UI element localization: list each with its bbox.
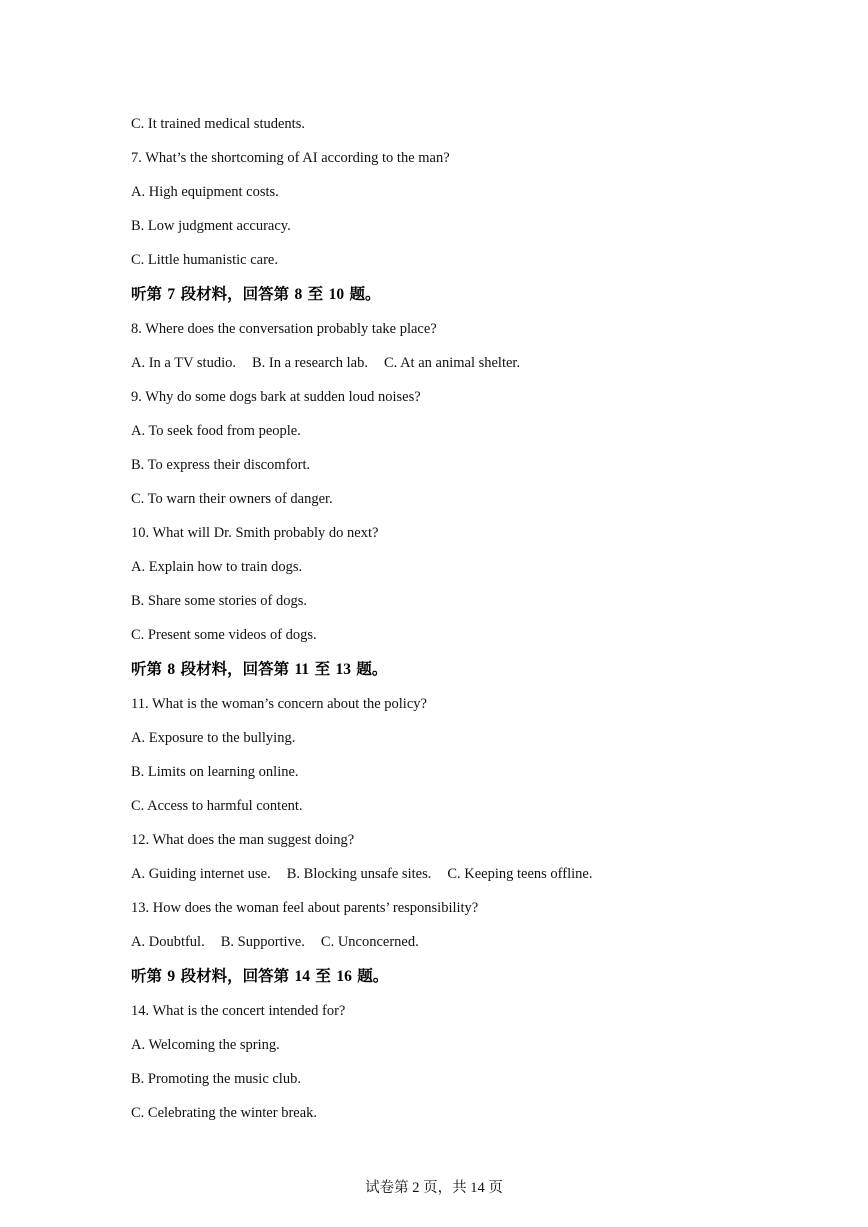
q7-question: 7. What’s the shortcoming of AI according to the man?: [131, 150, 450, 166]
q12-option-a: A. Guiding internet use.: [131, 866, 271, 882]
q10-option-b: B. Share some stories of dogs.: [131, 593, 307, 609]
q7-option-c: C. Little humanistic care.: [131, 252, 278, 268]
section-9-heading: [131, 967, 388, 986]
q9-option-c: C. To warn their owners of danger.: [131, 491, 333, 507]
q14-question: 14. What is the concert intended for?: [131, 1003, 346, 1019]
heading-number: 8: [167, 661, 176, 678]
heading-text: 至: [315, 967, 331, 985]
heading-text: 至: [314, 660, 331, 678]
q14-option-b: B. Promoting the music club.: [131, 1071, 301, 1087]
q12-option-b: B. Blocking unsafe sites.: [286, 866, 432, 882]
section-7-heading: [131, 285, 381, 304]
q11-question: 11. What is the woman’s concern about the policy?: [131, 696, 427, 712]
q9-question: 9. Why do some dogs bark at sudden loud noises?: [131, 389, 421, 405]
heading-number: 11: [294, 661, 310, 678]
heading-number: 10: [328, 286, 345, 303]
q14-option-a: A. Welcoming the spring.: [131, 1037, 280, 1053]
heading-number: 8: [294, 286, 303, 303]
q12-question: 12. What does the man suggest doing?: [131, 832, 355, 848]
q8-option-b: B. In a research lab.: [252, 355, 368, 371]
q8-option-c: C. At an animal shelter.: [383, 355, 521, 371]
q6-option-c: C. It trained medical students.: [131, 116, 305, 132]
q13-option-b: B. Supportive.: [220, 934, 305, 950]
heading-text: 听第: [131, 285, 163, 303]
q10-question: 10. What will Dr. Smith probably do next?: [131, 525, 379, 541]
heading-number: 13: [335, 661, 351, 678]
heading-text: 段材料，回答第: [180, 285, 290, 303]
heading-text: 题。: [349, 285, 381, 303]
q14-option-c: C. Celebrating the winter break.: [131, 1105, 318, 1121]
q11-option-a: A. Exposure to the bullying.: [131, 730, 296, 746]
q10-option-a: A. Explain how to train dogs.: [131, 559, 303, 575]
heading-text: 至: [307, 285, 324, 303]
heading-number: 7: [167, 286, 176, 303]
q7-option-a: A. High equipment costs.: [131, 184, 279, 200]
q13-option-c: C. Unconcerned.: [320, 934, 419, 950]
heading-number: 14: [294, 968, 310, 985]
q9-option-a: A. To seek food from people.: [131, 423, 301, 439]
heading-text: 听第: [131, 660, 163, 678]
q9-option-b: B. To express their discomfort.: [131, 457, 311, 473]
q12-options: [131, 865, 592, 883]
q8-options: [131, 354, 520, 372]
q12-option-c: C. Keeping teens offline.: [447, 866, 593, 882]
q13-options: [131, 933, 419, 951]
heading-text: 段材料，回答第: [180, 967, 290, 985]
heading-text: 段材料，回答第: [180, 660, 290, 678]
q11-option-c: C. Access to harmful content.: [131, 798, 303, 814]
q10-option-c: C. Present some videos of dogs.: [131, 627, 317, 643]
q8-option-a: A. In a TV studio.: [131, 355, 236, 371]
heading-text: 题。: [357, 967, 389, 985]
heading-number: 16: [336, 968, 352, 985]
heading-text: 听第: [131, 967, 163, 985]
q7-option-b: B. Low judgment accuracy.: [131, 218, 291, 234]
q13-question: 13. How does the woman feel about parents’ responsibility?: [131, 900, 479, 916]
heading-number: 9: [167, 968, 176, 985]
q13-option-a: A. Doubtful.: [131, 934, 205, 950]
page-footer: 试卷第 2 页，共 14 页: [365, 1180, 503, 1196]
heading-text: 题。: [356, 660, 388, 678]
section-8-heading: [131, 660, 387, 679]
q11-option-b: B. Limits on learning online.: [131, 764, 299, 780]
q8-question: 8. Where does the conversation probably take place?: [131, 321, 437, 337]
